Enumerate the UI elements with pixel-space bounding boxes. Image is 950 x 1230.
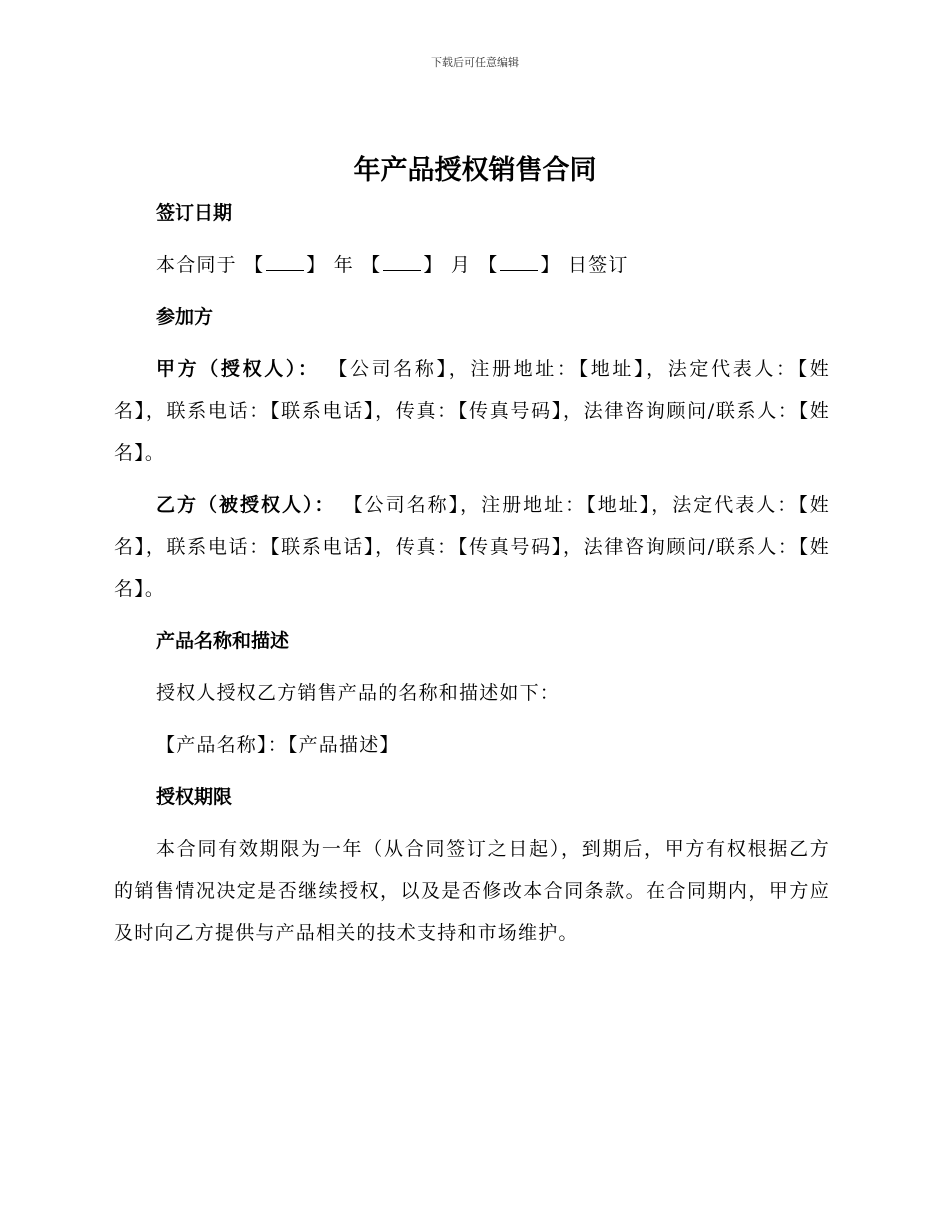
party-b-paragraph	[114, 484, 830, 610]
bracket-close: 】	[540, 254, 561, 276]
day-label: 日签订	[567, 254, 629, 276]
bracket-open: 【	[361, 254, 382, 276]
signing-date-prefix: 本合同于	[156, 254, 237, 276]
signing-date-paragraph	[114, 244, 830, 286]
bracket-close: 】	[306, 254, 327, 276]
party-a-text: 【公司名称】，注册地址：【地址】，法定代表人：【姓名】，联系电话：【联系电话】，传真：【传真号码】，法律咨询顾问/联系人：【姓名】。	[114, 358, 830, 464]
year-blank	[266, 269, 304, 271]
header-note: 下载后可任意编辑	[431, 56, 519, 69]
month-blank	[383, 269, 421, 271]
bracket-close: 】	[423, 254, 444, 276]
product-line-paragraph: 【产品名称】：【产品描述】	[156, 734, 400, 756]
bracket-open: 【	[244, 254, 265, 276]
month-label: 月	[450, 254, 472, 276]
section-heading-parties: 参加方	[156, 306, 214, 328]
party-b-lead: 乙方（被授权人）：	[156, 494, 336, 516]
year-label: 年	[333, 254, 354, 276]
document-title: 年产品授权销售合同	[353, 155, 597, 186]
party-b-text: 【公司名称】，注册地址：【地址】，法定代表人：【姓名】，联系电话：【联系电话】，传真：【传真号码】，法律咨询顾问/联系人：【姓名】。	[114, 494, 830, 600]
party-a-lead: 甲方（授权人）：	[156, 358, 320, 380]
party-a-paragraph	[114, 348, 830, 474]
section-heading-term: 授权期限	[156, 786, 233, 808]
section-heading-product: 产品名称和描述	[156, 630, 290, 652]
product-intro-paragraph: 授权人授权乙方销售产品的名称和描述如下：	[156, 682, 561, 704]
document-body	[114, 192, 830, 964]
bracket-open: 【	[478, 254, 499, 276]
day-blank	[500, 269, 538, 271]
term-paragraph: 本合同有效期限为一年（从合同签订之日起），到期后，甲方有权根据乙方的销售情况决定是否继续授权，以及是否修改本合同条款。在合同期内，甲方应及时向乙方提供与产品相关的技术支持和市场维护。	[114, 838, 830, 944]
section-heading-signing-date: 签订日期	[156, 202, 233, 224]
